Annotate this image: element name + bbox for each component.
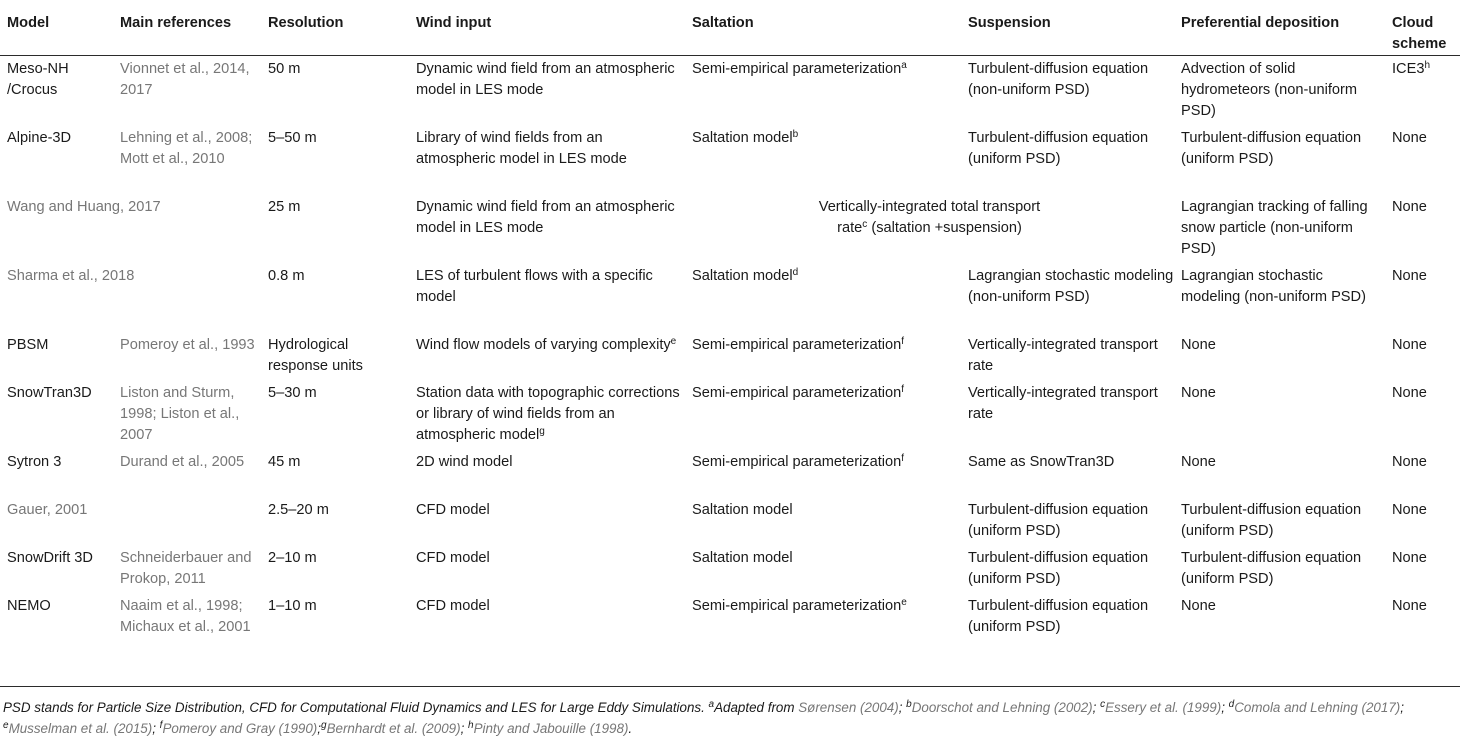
cell-deposition: Advection of solid hydrometeors (non-uniform PSD) bbox=[1181, 61, 1358, 119]
cell-saltation: Semi-empirical parameterization$^f$ bbox=[692, 336, 905, 353]
cell-wind-input: CFD model bbox=[416, 598, 490, 614]
footnote-ref-e[interactable]: Musselman et al. (2015) bbox=[8, 721, 153, 736]
header-resolution: Resolution bbox=[261, 0, 409, 56]
cell-total-transport: Vertically-integrated total transport rate$^c$ (saltation +suspension) bbox=[818, 199, 1041, 236]
cell-resolution: 0.8 m bbox=[268, 268, 305, 284]
cell-cloud-scheme: None bbox=[1392, 550, 1427, 566]
cell-references: Naaim et al., 1998; Michaux et al., 2001 bbox=[120, 598, 251, 635]
cell-resolution: 45 m bbox=[268, 454, 301, 470]
cell-resolution: 5–50 m bbox=[268, 130, 317, 146]
cell-references: Lehning et al., 2008; Mott et al., 2010 bbox=[120, 130, 253, 167]
cell-resolution: 50 m bbox=[268, 61, 301, 77]
cell-suspension: Vertically-integrated transport rate bbox=[968, 337, 1158, 374]
cell-model: SnowTran3D bbox=[7, 385, 92, 401]
cell-deposition: None bbox=[1181, 385, 1216, 401]
header-preferential-deposition: Preferential deposition bbox=[1174, 0, 1385, 56]
table-footnote: PSD stands for Particle Size Distribution, CFD for Computational Fluid Dynamics and LES for Large Eddy Simulations. $^a$Adapted from Sørensen (2004); $^b$Doorschot and Lehning (2002); $^c$Essery et al. (1999); $^d$Comola and Lehning (2017); $^e$Musselman et al. (2015); $^f$Pomeroy and Gray (1990);$^g$Bernhardt et al. (2009); $^h$Pinty and Jabouille (1998). bbox=[3, 699, 1404, 736]
cell-cloud-scheme: None bbox=[1392, 130, 1427, 146]
cell-deposition: Turbulent-diffusion equation (uniform PSD) bbox=[1181, 502, 1362, 539]
cell-resolution: 25 m bbox=[268, 199, 301, 215]
cell-model: SnowDrift 3D bbox=[7, 550, 93, 566]
cell-references: Wang and Huang, 2017 bbox=[7, 199, 161, 215]
cell-suspension: Turbulent-diffusion equation (uniform PSD) bbox=[968, 598, 1149, 635]
table-row bbox=[0, 194, 1460, 263]
table-row bbox=[0, 497, 1460, 545]
table-bottom-rule bbox=[0, 686, 1460, 687]
cell-saltation: Saltation model bbox=[692, 502, 793, 518]
table-row bbox=[0, 332, 1460, 380]
header-cloud-scheme: Cloud scheme bbox=[1385, 0, 1460, 56]
cell-cloud-scheme: None bbox=[1392, 454, 1427, 470]
cell-references: Schneiderbauer and Prokop, 2011 bbox=[120, 550, 252, 587]
cell-references: Pomeroy et al., 1993 bbox=[120, 337, 255, 353]
cell-cloud-scheme: None bbox=[1392, 268, 1427, 284]
cell-suspension: Vertically-integrated transport rate bbox=[968, 385, 1158, 422]
footnote-ref-b[interactable]: Doorschot and Lehning (2002) bbox=[911, 700, 1093, 715]
cell-wind-input: LES of turbulent flows with a specific model bbox=[416, 268, 653, 305]
cell-suspension: Turbulent-diffusion equation (non-uniform PSD) bbox=[968, 61, 1149, 98]
cell-saltation: Semi-empirical parameterization$^f$ bbox=[692, 453, 905, 470]
cell-resolution: 2–10 m bbox=[268, 550, 317, 566]
cell-references: Sharma et al., 2018 bbox=[7, 268, 135, 284]
cell-suspension: Turbulent-diffusion equation (uniform PSD) bbox=[968, 550, 1149, 587]
cell-references: Durand et al., 2005 bbox=[120, 454, 245, 470]
cell-wind-input: Station data with topographic corrections or library of wind fields from an atmospheric model$^g$ bbox=[416, 385, 680, 443]
header-wind-input: Wind input bbox=[409, 0, 685, 56]
cell-references: Gauer, 2001 bbox=[7, 502, 88, 518]
table-row bbox=[0, 56, 1460, 126]
cell-deposition: None bbox=[1181, 337, 1216, 353]
table-row bbox=[0, 380, 1460, 449]
cell-saltation: Semi-empirical parameterization$^e$ bbox=[692, 597, 907, 614]
cell-cloud-scheme: None bbox=[1392, 337, 1427, 353]
footnote-ref-d[interactable]: Comola and Lehning (2017) bbox=[1234, 700, 1401, 715]
cell-saltation: Saltation model$^d$ bbox=[692, 267, 799, 284]
table-row bbox=[0, 593, 1460, 662]
cell-suspension: Same as SnowTran3D bbox=[968, 454, 1115, 470]
cell-suspension: Turbulent-diffusion equation (uniform PSD) bbox=[968, 502, 1149, 539]
cell-saltation: Saltation model$^b$ bbox=[692, 129, 799, 146]
cell-cloud-scheme: None bbox=[1392, 199, 1427, 215]
cell-model: Sytron 3 bbox=[7, 454, 62, 470]
footnote-ref-a[interactable]: Sørensen (2004) bbox=[798, 700, 899, 715]
footnote-ref-g[interactable]: Bernhardt et al. (2009) bbox=[326, 721, 461, 736]
cell-model: Alpine-3D bbox=[7, 130, 72, 146]
cell-cloud-scheme: None bbox=[1392, 385, 1427, 401]
table-row bbox=[0, 125, 1460, 194]
header-row bbox=[0, 0, 1460, 56]
cell-wind-input: 2D wind model bbox=[416, 454, 513, 470]
table-row bbox=[0, 449, 1460, 497]
cell-deposition: Turbulent-diffusion equation (uniform PSD) bbox=[1181, 550, 1362, 587]
cell-saltation: Semi-empirical parameterization$^a$ bbox=[692, 60, 907, 77]
cell-saltation: Saltation model bbox=[692, 550, 793, 566]
cell-resolution: 1–10 m bbox=[268, 598, 317, 614]
table-row bbox=[0, 545, 1460, 593]
cell-deposition: None bbox=[1181, 598, 1216, 614]
cell-model: Meso-NH /Crocus bbox=[7, 61, 69, 98]
header-main-references: Main references bbox=[113, 0, 261, 56]
cell-deposition: Turbulent-diffusion equation (uniform PSD) bbox=[1181, 130, 1362, 167]
cell-wind-input: Library of wind fields from an atmospheric model in LES mode bbox=[416, 130, 627, 167]
cell-cloud-scheme: None bbox=[1392, 502, 1427, 518]
cell-wind-input: Dynamic wind field from an atmospheric model in LES mode bbox=[416, 199, 675, 236]
cell-model: NEMO bbox=[7, 598, 51, 614]
cell-cloud-scheme: ICE3$^h$ bbox=[1392, 60, 1431, 77]
footnote-ref-f[interactable]: Pomeroy and Gray (1990) bbox=[162, 721, 318, 736]
header-suspension: Suspension bbox=[961, 0, 1174, 56]
header-model: Model bbox=[0, 0, 113, 56]
cell-resolution: Hydrological response units bbox=[268, 337, 363, 374]
cell-wind-input: Dynamic wind field from an atmospheric model in LES mode bbox=[416, 61, 675, 98]
cell-suspension: Turbulent-diffusion equation (uniform PSD) bbox=[968, 130, 1149, 167]
cell-references: Vionnet et al., 2014, 2017 bbox=[120, 61, 250, 98]
cell-deposition: Lagrangian tracking of falling snow particle (non-uniform PSD) bbox=[1181, 199, 1368, 257]
table-row bbox=[0, 263, 1460, 332]
footnote-ref-h[interactable]: Pinty and Jabouille (1998) bbox=[473, 721, 629, 736]
cell-wind-input: CFD model bbox=[416, 502, 490, 518]
cell-suspension: Lagrangian stochastic modeling (non-uniform PSD) bbox=[968, 268, 1174, 305]
cell-references: Liston and Sturm, 1998; Liston et al., 2007 bbox=[120, 385, 240, 443]
cell-cloud-scheme: None bbox=[1392, 598, 1427, 614]
cell-wind-input: Wind flow models of varying complexity$^e$ bbox=[416, 336, 677, 353]
cell-saltation: Semi-empirical parameterization$^f$ bbox=[692, 384, 905, 401]
cell-resolution: 5–30 m bbox=[268, 385, 317, 401]
footnote-ref-c[interactable]: Essery et al. (1999) bbox=[1105, 700, 1222, 715]
cell-resolution: 2.5–20 m bbox=[268, 502, 329, 518]
cell-model: PBSM bbox=[7, 337, 49, 353]
cell-deposition: None bbox=[1181, 454, 1216, 470]
cell-deposition: Lagrangian stochastic modeling (non-uniform PSD) bbox=[1181, 268, 1366, 305]
cell-wind-input: CFD model bbox=[416, 550, 490, 566]
header-saltation: Saltation bbox=[685, 0, 961, 56]
